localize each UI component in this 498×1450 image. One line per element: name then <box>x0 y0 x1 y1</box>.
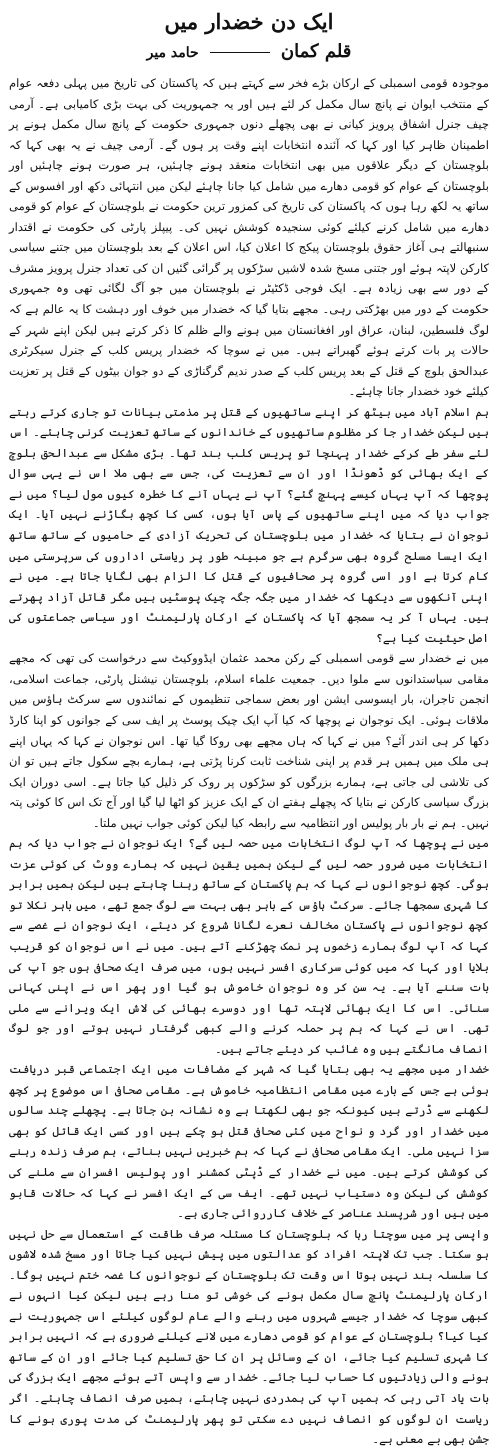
article-body <box>9 73 489 1450</box>
byline <box>9 40 489 65</box>
headline: ایک دن خضدار میں <box>164 9 334 34</box>
paragraph: میں نے خضدار سے قومی اسمبلی کے رکن محمد عثمان ایڈووکیٹ سے درخواست کی تھی کہ مجھے مقامی سیاستدانوں سے ملوا دیں۔ جمعیت علماء اسلام، بلوچستان نیشنل پارٹی، جماعت اسلامی، انجمن تاجران، بار ایسوسی ایشن اور بعض سماجی تنظیموں کے نمائندوں سے سرکٹ ہاؤس میں ملاقات ہوئی۔ ایک نوجوان نے پوچھا کہ کیا آپ ایک چیک پوسٹ پر ایف سی کے جوانوں کو اپنا کارڈ دکھا کر ہی اندر آئے؟ میں نے کہا کہ ہاں مجھے بھی روکا گیا تھا۔ اس نوجوان نے کہا کہ یہاں اپنے ہی ملک میں ہمیں ہر قدم پر اپنی شناخت ثابت کرنا پڑتی ہے، ہمارے بچے سکول جاتے ہیں تو ان کی تلاشی لی جاتی ہے، ہمارے بزرگوں کو سڑکوں پر روک کر ذلیل کیا جاتا ہے۔ اسی دوران ایک بزرگ سیاسی کارکن نے بتایا کہ پچھلے ہفتے ان کے ایک عزیز کو اٹھا لیا گیا اور آج تک اس کا کوئی پتہ نہیں۔ ہم نے بار بار پولیس اور انتظامیہ سے رابطہ کیا لیکن کوئی جواب نہیں ملتا۔ <box>9 651 489 830</box>
author-name: حامد میر <box>146 45 199 61</box>
paragraph: موجودہ قومی اسمبلی کے ارکان بڑے فخر سے کہتے ہیں کہ پاکستان کی تاریخ میں پہلی دفعہ عوام کے منتخب ایوان نے پانچ سال مکمل کر لئے ہیں اور یہ جمہوریت کی بہت بڑی کامیابی ہے۔ آرمی چیف جنرل اشفاق پرویز کیانی نے بھی پچھلے دنوں جمہوری حکومت کے پانچ سال مکمل ہونے پر اطمینان ظاہر کیا اور کہا کہ آئندہ انتخابات اپنے وقت پر ہوں گے۔ آرمی چیف نے یہ بھی کہا کہ بلوچستان کے دیگر علاقوں میں بھی انتخابات منعقد ہونے چاہئیں، ہر صورت ہونے چاہئیں اور بلوچستان کے عوام کو قومی دھارے میں شامل کیا جانا چاہئے لیکن میں انتہائی دکھ اور افسوس کے ساتھ یہ لکھ رہا ہوں کہ پاکستان کی تاریخ کی کمزور ترین حکومت نے بلوچستان کے عوام کو قومی دھارے میں شامل کرنے کیلئے کوئی سنجیدہ کوشش نہیں کی۔ پیپلز پارٹی کی حکومت نے اقتدار سنبھالتے ہی آغاز حقوق بلوچستان پیکج کا اعلان کیا، اس اعلان کے بعد بلوچستان میں جتنے سیاسی کارکن لاپتہ ہوئے اور جتنی مسخ شدہ لاشیں سڑکوں پر گرائی گئیں ان کی تعداد جنرل پرویز مشرف کے دور سے بھی زیادہ ہے۔ ایک فوجی ڈکٹیٹر نے بلوچستان میں جو آگ لگائی تھی وہ جمہوری حکومت کے دور میں بھڑکتی رہی۔ مجھے بتایا گیا کہ خضدار میں خوف اور دہشت کا یہ عالم ہے کہ لوگ فلسطین، لبنان، عراق اور افغانستان میں ہونے والے ظلم کا ذکر کرتے ہیں لیکن اپنے شہر کے حالات پر بات کرتے ہوئے گھبراتے ہیں۔ میں نے سوچا کہ خضدار پریس کلب کے جنرل سیکرٹری عبدالحق بلوچ کے قتل کے بعد پریس کلب کے صدر ندیم گرگناڑی کے دو جوان بیٹوں کے قتل پر تعزیت کیلئے خود خضدار جانا چاہئے۔ <box>9 76 489 399</box>
paragraph: ہم اسلام آباد میں بیٹھ کر اپنے ساتھیوں کے قتل پر مذمتی بیانات تو جاری کرتے رہتے ہیں لیکن خضدار جا کر مظلوم ساتھیوں کے خاندانوں کے ساتھ تعزیت کرنی چاہئے۔ اس لئے سفر طے کرکے خضدار پہنچا تو پریس کلب بند تھا۔ بڑی مشکل سے عبدالحق بلوچ کے ایک بھائی کو ڈھونڈا اور ان سے تعزیت کی، جس سے بھی ملا اس نے یہی سوال پوچھا کہ آپ یہاں کیسے پہنچ گئے؟ آپ نے یہاں آنے کا خطرہ کیوں مول لیا؟ میں نے جواب دیا کہ میں اپنے ساتھیوں کے پاس آیا ہوں، کسی کا کچھ بگاڑنے نہیں آیا۔ ایک نوجوان نے بتایا کہ خضدار میں بلوچستان کی تحریک آزادی کے حامیوں کے ساتھ ساتھ ایک ایسا مسلح گروہ بھی سرگرم ہے جو مبینہ طور پر ریاستی اداروں کی سرپرستی میں کام کرتا ہے اور اسی گروہ پر صحافیوں کے قتل کا الزام بھی لگایا جاتا ہے۔ میں نے اپنی آنکھوں سے دیکھا کہ خضدار میں جگہ جگہ چیک پوسٹیں ہیں مگر قاتل آزاد پھرتے ہیں۔ یہاں آ کر یہ سمجھ آیا کہ پاکستان کے ارکان پارلیمنٹ اور سیاسی جماعتوں کی اصل حیثیت کیا ہے؟ <box>9 404 489 645</box>
paragraph: میں نے پوچھا کہ آپ لوگ انتخابات میں حصہ لیں گے؟ ایک نوجوان نے جواب دیا کہ ہم انتخابات میں ضرور حصہ لیں گے لیکن ہمیں یقین نہیں کہ ہمارے ووٹ کی کوئی عزت ہوگی۔ کچھ نوجوانوں نے کہا کہ ہم پاکستان کے ساتھ رہنا چاہتے ہیں لیکن ہمیں برابر کا شہری سمجھا جائے۔ سرکٹ ہاؤس کے باہر بھی بہت سے لوگ جمع تھے، میں باہر نکلا تو کچھ نوجوانوں نے پاکستان مخالف نعرے لگانا شروع کر دیئے، ایک نوجوان نے غصے سے کہا کہ آپ لوگ ہمارے زخموں پر نمک چھڑکنے آتے ہیں۔ میں نے اس نوجوان کو قریب بلایا اور کہا کہ میں کوئی سرکاری افسر نہیں ہوں، میں صرف ایک صحافی ہوں جو آپ کی بات سننے آیا ہے۔ یہ سن کر وہ نوجوان خاموش ہو گیا اور پھر اس نے اپنی کہانی سنائی۔ اس کا ایک بھائی لاپتہ تھا اور دوسرے بھائی کی لاش ایک ویرانے سے ملی تھی۔ اس نے کہا کہ ہم پر حملہ کرنے والے کبھی گرفتار نہیں ہوتے اور جو لوگ انصاف مانگتے ہیں وہ غائب کر دیئے جاتے ہیں۔ <box>9 836 489 1056</box>
paragraph: خضدار میں مجھے یہ بھی بتایا گیا کہ شہر کے مضافات میں ایک اجتماعی قبر دریافت ہوئی ہے جس کے بارے میں مقامی انتظامیہ خاموش ہے۔ مقامی صحافی اس موضوع پر کچھ لکھنے سے ڈرتے ہیں کیونکہ جو بھی لکھتا ہے وہ نشانہ بن جاتا ہے۔ پچھلے چند سالوں میں خضدار اور گرد و نواح میں کئی صحافی قتل ہو چکے ہیں اور کسی ایک قاتل کو بھی سزا نہیں ملی۔ ایک مقامی صحافی نے کہا کہ ہم خبریں نہیں بناتے، ہم صرف زندہ رہنے کی کوشش کرتے ہیں۔ میں نے خضدار کے ڈپٹی کمشنر اور پولیس افسران سے ملنے کی کوشش کی لیکن وہ دستیاب نہیں تھے۔ ایف سی کے ایک افسر نے کہا کہ حالات قابو میں ہیں اور شرپسند عناصر کے خلاف کارروائی جاری ہے۔ <box>9 1062 489 1221</box>
paragraph: واپسی پر میں سوچتا رہا کہ بلوچستان کا مسئلہ صرف طاقت کے استعمال سے حل نہیں ہو سکتا۔ جب تک لاپتہ افراد کو عدالتوں میں پیش نہیں کیا جاتا اور مسخ شدہ لاشوں کا سلسلہ بند نہیں ہوتا اس وقت تک بلوچستان کے نوجوانوں کا غصہ ختم نہیں ہوگا۔ ارکان پارلیمنٹ پانچ سال مکمل ہونے کی خوشی تو منا رہے ہیں لیکن کیا انہوں نے کبھی سوچا کہ خضدار جیسے شہروں میں رہنے والے عام لوگوں کیلئے اس جمہوریت نے کیا کیا؟ بلوچستان کے عوام کو قومی دھارے میں لانے کیلئے ضروری ہے کہ انہیں برابر کا شہری تسلیم کیا جائے، ان کے وسائل پر ان کا حق تسلیم کیا جائے اور ان کے ساتھ ہونے والی زیادتیوں کا حساب لیا جائے۔ خضدار سے واپس آتے ہوئے مجھے ایک بزرگ کی بات یاد آتی رہی کہ ہمیں آپ کی ہمدردی نہیں چاہئے، ہمیں صرف انصاف چاہئے۔ اگر ریاست ان لوگوں کو انصاف نہیں دے سکتی تو پھر پارلیمنٹ کی مدت پوری ہونے کا جشن بھی بے معنی ہے۔ <box>9 1226 489 1447</box>
column-name: قلم کمان <box>280 41 352 62</box>
byline-divider <box>210 52 270 53</box>
